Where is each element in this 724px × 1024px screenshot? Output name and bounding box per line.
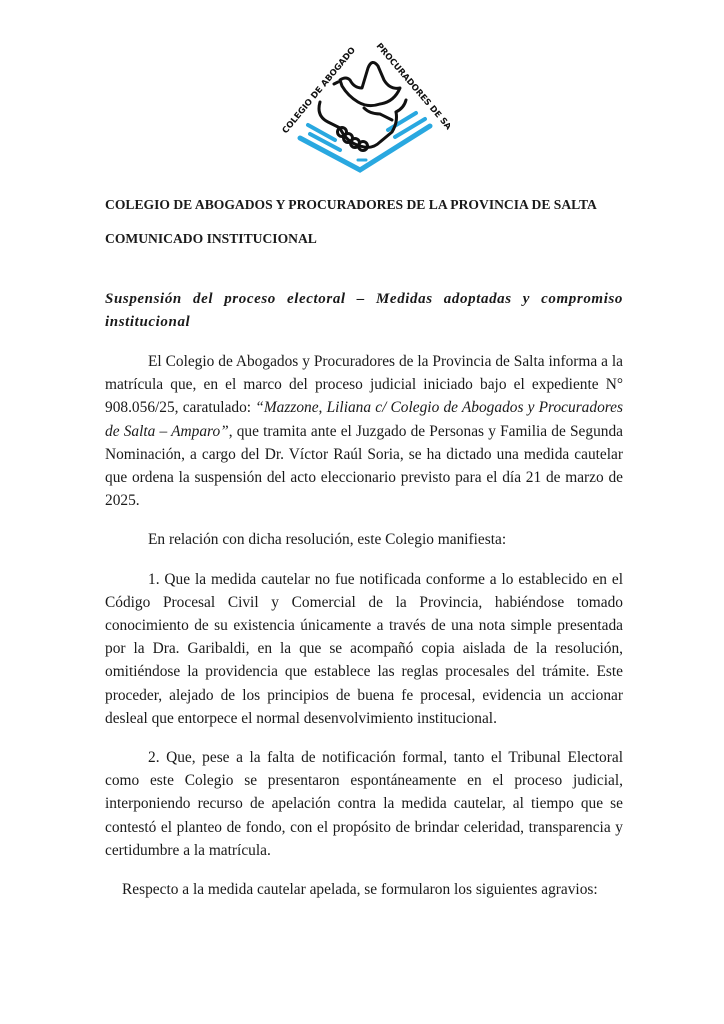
paragraph-intro — [105, 350, 623, 512]
logo-text-left: COLEGIO DE ABOGADO — [280, 45, 358, 136]
case-title: “Mazzone, Liliana c/ Colegio de Abogados y Procuradores de Salta – Amparo” — [105, 399, 624, 440]
document-type-heading: COMUNICADO INSTITUCIONAL — [105, 231, 317, 246]
institution-logo — [280, 18, 450, 178]
logo-area — [0, 0, 724, 180]
paragraph-point-1 — [105, 568, 623, 730]
grievances-lead-text: Respecto a la medida cautelar apelada, se formularon los siguientes agravios: — [122, 881, 598, 899]
organization-heading: COLEGIO DE ABOGADOS Y PROCURADORES DE LA PROVINCIA DE SALTA — [105, 197, 597, 212]
intro-text-cont: , que tramita ante el Juzgado de Personas y Familia de Segunda Nominación, a cargo del Dr. Víctor Raúl Soria, se ha dictado una medida cautelar que ordena la suspensión del acto eleccionario previsto para el día 21 de marzo de 2025. — [105, 422, 623, 510]
intro-text: El Colegio de Abogados y Procuradores de la Provincia de Salta informa a la matrícula que, en el marco del proceso judicial iniciado bajo el expediente N° 908.056/25, caratulado: — [105, 353, 623, 417]
document-page — [105, 180, 623, 901]
paragraph-point-2 — [105, 746, 623, 862]
statement-lead-text: En relación con dicha resolución, este Colegio manifiesta: — [148, 531, 507, 549]
paragraph-grievances-lead — [105, 878, 623, 901]
point-1-text: 1. Que la medida cautelar no fue notificada conforme a lo establecido en el Código Procesal Civil y Comercial de la Provincia, habiéndose tomado conocimiento de su existencia únicamente a través de una nota simple presentada por la Dra. Garibaldi, en la que se acompañó copia aislada de la resolución, omitiéndose la providencia que establece las reglas procesales del trámite. Este proceder, alejado de los principios de buena fe procesal, evidencia un accionar desleal que entorpece el normal desenvolvimiento institucional. — [105, 570, 623, 727]
document-subtitle: Suspensión del proceso electoral – Medidas adoptadas y compromiso institucional — [105, 291, 623, 330]
point-2-text: 2. Que, pese a la falta de notificación formal, tanto el Tribunal Electoral como este Colegio se presentaron espontáneamente en el proceso judicial, interponiendo recurso de apelación contra la medida cautelar, al tiempo que se contestó el planteo de fondo, con el propósito de brindar celeridad, transparencia y certidumbre a la matrícula. — [105, 749, 623, 859]
logo-text-right: PROCURADORES DE S — [373, 41, 449, 128]
dove-handshake-emblem-icon — [280, 18, 450, 178]
paragraph-statement-lead — [105, 528, 623, 551]
